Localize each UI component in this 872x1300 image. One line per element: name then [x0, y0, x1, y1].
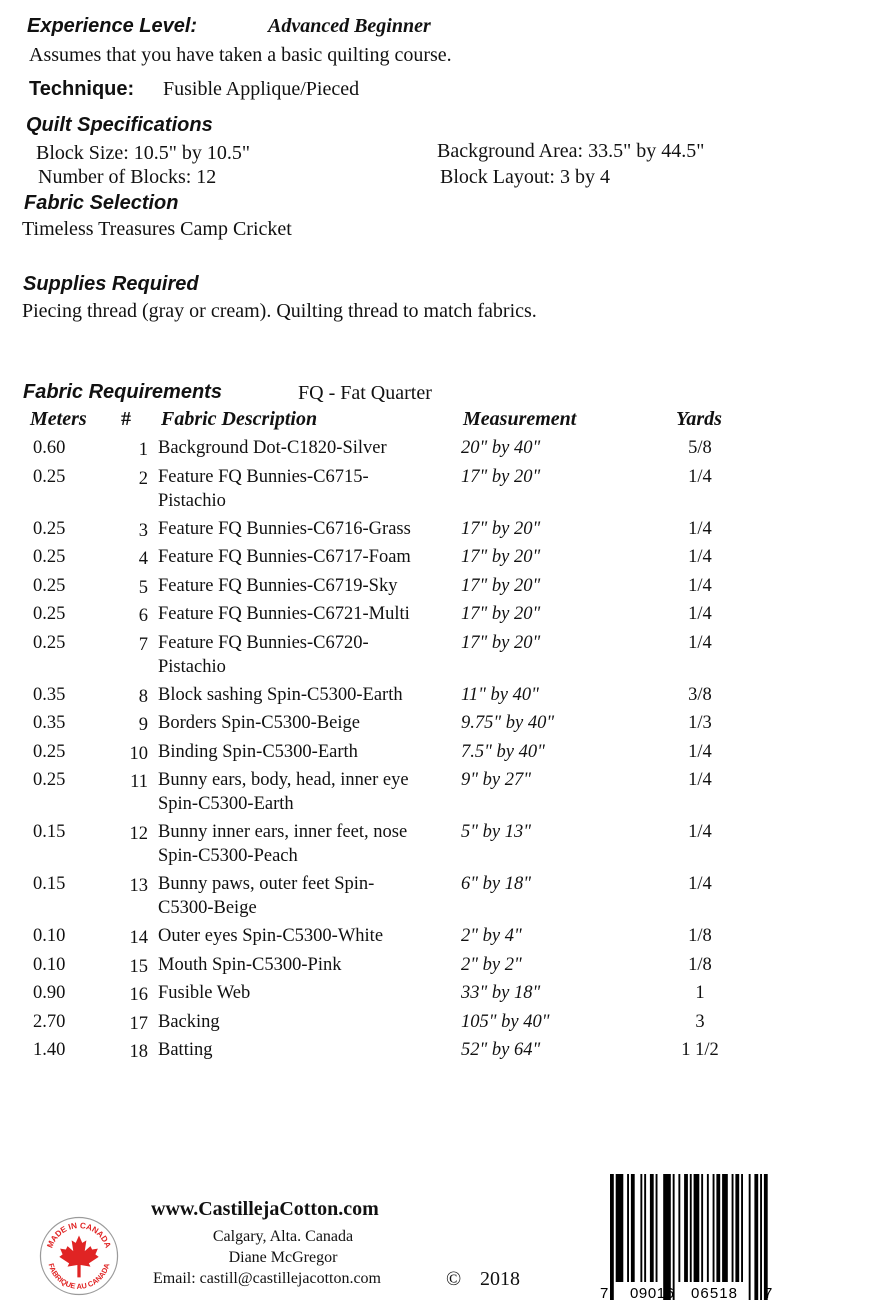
barcode-bar — [631, 1174, 635, 1300]
barcode-bar — [694, 1174, 700, 1300]
cell-yards: 5/8 — [688, 438, 712, 458]
cell-yards: 1/8 — [688, 926, 712, 946]
cell-measurement: 17" by 20" — [461, 466, 541, 487]
table-row — [0, 1038, 872, 1067]
cell-measurement: 2" by 4" — [461, 926, 522, 946]
experience-note: Assumes that you have taken a basic quilting course. — [29, 44, 452, 66]
barcode-bar — [644, 1174, 646, 1300]
cell-measurement: 2" by 2" — [461, 954, 522, 975]
svg-text:FABRIQUE AU CANADA: FABRIQUE AU CANADA — [46, 1262, 112, 1291]
made-in-canada-stamp — [38, 1215, 120, 1297]
cell-description: Mouth Spin-C5300-Pink — [158, 954, 342, 975]
cell-measurement: 9" by 27" — [461, 770, 531, 790]
cell-number: 2 — [138, 468, 148, 489]
cell-number: 9 — [138, 715, 148, 735]
maple-leaf-icon — [59, 1236, 98, 1278]
cell-description: Feature FQ Bunnies-C6717-Foam — [158, 547, 411, 567]
cell-measurement: 17" by 20" — [461, 575, 541, 596]
cell-description: Fusible Web — [158, 983, 251, 1003]
barcode — [598, 1170, 774, 1300]
cell-measurement: 105" by 40" — [461, 1011, 550, 1032]
barcode-bar — [678, 1174, 680, 1300]
table-body — [0, 436, 872, 1067]
cell-yards: 1/4 — [688, 770, 712, 790]
cell-meters: 0.25 — [33, 518, 66, 539]
table-row — [0, 924, 872, 953]
cell-number: 1 — [138, 440, 148, 460]
barcode-bar — [760, 1174, 762, 1300]
cell-measurement: 52" by 64" — [461, 1040, 541, 1060]
cell-number: 15 — [129, 956, 148, 977]
cell-meters: 0.35 — [33, 684, 66, 705]
copyright-icon: © — [446, 1268, 462, 1290]
cell-meters: 0.60 — [33, 438, 66, 458]
cell-yards: 3/8 — [688, 684, 712, 705]
cell-meters: 0.25 — [33, 547, 66, 567]
cell-measurement: 7.5" by 40" — [461, 741, 545, 762]
cell-description: Background Dot-C1820-Silver — [158, 438, 387, 458]
cell-number: 18 — [129, 1042, 148, 1062]
cell-yards: 1/4 — [688, 741, 712, 762]
cell-measurement: 5" by 13" — [461, 822, 531, 842]
cell-number: 3 — [138, 520, 148, 541]
table-row — [0, 1010, 872, 1039]
cell-description: Block sashing Spin-C5300-Earth — [158, 684, 403, 705]
cell-description: Bunny ears, body, head, inner eye Spin-C5300-Earth — [158, 770, 409, 814]
barcode-bar — [656, 1174, 658, 1300]
cell-meters: 2.70 — [33, 1011, 66, 1032]
cell-meters: 0.10 — [33, 954, 66, 975]
technique-value: Fusible Applique/Pieced — [163, 78, 360, 100]
barcode-bar — [722, 1174, 728, 1300]
cell-description: Bunny paws, outer feet Spin- C5300-Beige — [158, 874, 375, 918]
cell-yards: 1 1/2 — [681, 1040, 719, 1060]
cell-yards: 1/4 — [688, 518, 712, 539]
cell-measurement: 33" by 18" — [461, 983, 541, 1003]
cell-meters: 0.25 — [33, 770, 66, 790]
barcode-bar — [610, 1174, 614, 1300]
cell-description: Borders Spin-C5300-Beige — [158, 713, 360, 733]
cell-number: 14 — [129, 928, 148, 948]
cell-yards: 1/3 — [688, 713, 712, 733]
requirements-heading: Fabric Requirements — [23, 381, 222, 403]
cell-description: Feature FQ Bunnies-C6715- Pistachio — [158, 466, 369, 511]
cell-yards: 1/8 — [688, 954, 712, 975]
cell-number: 5 — [138, 577, 148, 598]
barcode-bar — [764, 1174, 768, 1300]
cell-description: Binding Spin-C5300-Earth — [158, 741, 358, 762]
cell-number: 13 — [129, 876, 148, 896]
cell-meters: 0.35 — [33, 713, 66, 733]
table-row — [0, 574, 872, 603]
footer-city: Calgary, Alta. Canada — [212, 1228, 354, 1245]
table-row — [0, 602, 872, 631]
svg-text:09016: 09016 — [630, 1285, 674, 1300]
cell-measurement: 20" by 40" — [461, 438, 541, 458]
barcode-bar — [650, 1174, 654, 1300]
spec-number-of-blocks: Number of Blocks: 12 — [38, 166, 217, 188]
cell-description: Bunny inner ears, inner feet, nose Spin-C5300-Peach — [158, 822, 408, 866]
footer-name: Diane McGregor — [228, 1249, 338, 1266]
website-link[interactable]: www.CastillejaCotton.com — [151, 1198, 379, 1220]
table-row — [0, 768, 872, 820]
table-row — [0, 711, 872, 740]
svg-text:MADE IN CANADA: MADE IN CANADA — [45, 1221, 113, 1250]
fabric-selection-value: Timeless Treasures Camp Cricket — [22, 218, 292, 240]
table-row — [0, 517, 872, 546]
table-header — [0, 408, 872, 436]
cell-meters: 0.10 — [33, 926, 66, 946]
table-row — [0, 631, 872, 683]
svg-text:7: 7 — [600, 1285, 609, 1300]
cell-number: 10 — [129, 743, 148, 764]
barcode-bar — [701, 1174, 703, 1300]
cell-description: Backing — [158, 1011, 220, 1032]
cell-meters: 0.25 — [33, 604, 66, 624]
cell-yards: 1/4 — [688, 466, 712, 487]
spec-block-layout: Block Layout: 3 by 4 — [440, 166, 610, 188]
cell-meters: 0.25 — [33, 466, 66, 487]
table-row — [0, 981, 872, 1010]
cell-measurement: 11" by 40" — [461, 684, 539, 705]
cell-meters: 1.40 — [33, 1040, 66, 1060]
fabric-selection-heading: Fabric Selection — [24, 192, 179, 214]
cell-meters: 0.25 — [33, 575, 66, 596]
svg-text:7: 7 — [764, 1285, 773, 1300]
cell-measurement: 17" by 20" — [461, 547, 541, 567]
barcode-bar — [732, 1174, 734, 1300]
cell-yards: 1/4 — [688, 575, 712, 596]
cell-meters: 0.15 — [33, 874, 66, 894]
cell-yards: 3 — [695, 1011, 705, 1032]
cell-description: Outer eyes Spin-C5300-White — [158, 926, 384, 946]
cell-description: Feature FQ Bunnies-C6716-Grass — [158, 518, 411, 539]
cell-yards: 1/4 — [688, 547, 712, 567]
cell-number: 6 — [138, 606, 148, 626]
supplies-heading: Supplies Required — [23, 273, 199, 295]
technique-label: Technique: — [29, 78, 135, 100]
supplies-value: Piecing thread (gray or cream). Quilting thread to match fabrics. — [22, 300, 537, 322]
cell-description: Feature FQ Bunnies-C6721-Multi — [158, 604, 410, 624]
col-description: Fabric Description — [161, 408, 318, 430]
col-measurement: Measurement — [463, 408, 577, 430]
copyright-year: 2018 — [480, 1268, 520, 1290]
cell-measurement: 6" by 18" — [461, 874, 531, 894]
barcode-bar — [713, 1174, 715, 1300]
barcode-bar — [741, 1174, 743, 1300]
fabric-requirements-table — [0, 408, 872, 1067]
cell-yards: 1/4 — [688, 874, 712, 894]
table-row — [0, 436, 872, 465]
cell-yards: 1/4 — [688, 604, 712, 624]
cell-meters: 0.25 — [33, 741, 66, 762]
barcode-bar — [754, 1174, 758, 1300]
cell-number: 17 — [129, 1013, 148, 1034]
cell-yards: 1/4 — [688, 822, 712, 842]
col-number: # — [121, 408, 131, 430]
barcode-bar — [663, 1174, 671, 1300]
barcode-bar — [735, 1174, 739, 1300]
table-row — [0, 465, 872, 517]
cell-description: Feature FQ Bunnies-C6720- Pistachio — [158, 632, 369, 677]
cell-number: 16 — [129, 985, 148, 1005]
cell-number: 11 — [130, 772, 148, 792]
barcode-bar — [690, 1174, 692, 1300]
table-row — [0, 953, 872, 982]
cell-meters: 0.25 — [33, 632, 66, 653]
spec-background-area: Background Area: 33.5" by 44.5" — [437, 140, 705, 162]
cell-yards: 1/4 — [688, 632, 712, 653]
cell-measurement: 17" by 20" — [461, 518, 541, 539]
barcode-bar — [673, 1174, 675, 1300]
table-row — [0, 872, 872, 924]
barcode-bar — [640, 1174, 642, 1300]
col-yards: Yards — [676, 408, 722, 430]
experience-label: Experience Level: — [27, 15, 198, 37]
svg-text:06518: 06518 — [691, 1285, 737, 1300]
table-row — [0, 820, 872, 872]
cell-meters: 0.15 — [33, 822, 66, 842]
cell-number: 4 — [138, 549, 148, 569]
cell-meters: 0.90 — [33, 983, 66, 1003]
barcode-bar — [716, 1174, 720, 1300]
barcode-bar — [749, 1174, 751, 1300]
table-row — [0, 740, 872, 769]
barcode-bar — [684, 1174, 688, 1300]
cell-number: 8 — [138, 686, 148, 707]
requirements-note: FQ - Fat Quarter — [298, 382, 432, 404]
cell-measurement: 17" by 20" — [461, 604, 541, 624]
cell-number: 12 — [129, 824, 148, 844]
footer-email[interactable]: Email: castill@castillejacotton.com — [153, 1270, 381, 1287]
cell-measurement: 9.75" by 40" — [461, 713, 555, 733]
table-row — [0, 683, 872, 712]
barcode-bar — [627, 1174, 629, 1300]
cell-number: 7 — [138, 634, 148, 655]
cell-description: Batting — [158, 1040, 213, 1060]
cell-measurement: 17" by 20" — [461, 632, 541, 653]
specs-heading: Quilt Specifications — [26, 114, 213, 136]
col-meters: Meters — [30, 408, 87, 430]
cell-yards: 1 — [695, 983, 705, 1003]
experience-value: Advanced Beginner — [268, 15, 431, 37]
cell-description: Feature FQ Bunnies-C6719-Sky — [158, 575, 398, 596]
table-row — [0, 545, 872, 574]
spec-block-size: Block Size: 10.5" by 10.5" — [36, 142, 251, 164]
barcode-bar — [616, 1174, 624, 1300]
barcode-bar — [707, 1174, 709, 1300]
